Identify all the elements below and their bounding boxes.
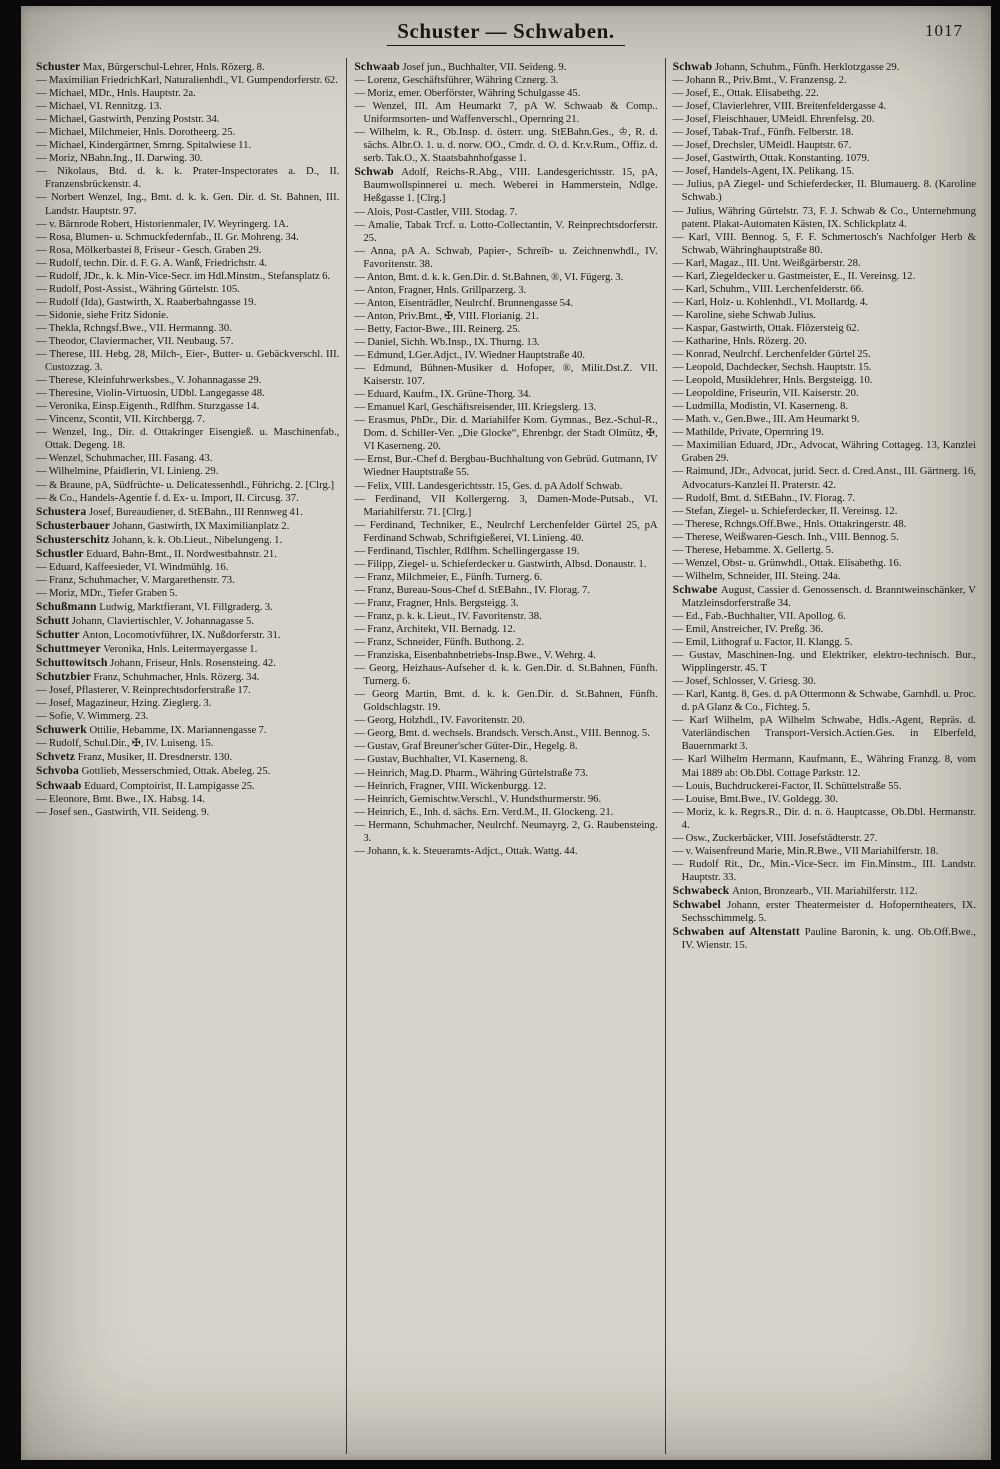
directory-entry: — Ferdinand, Tischler, Rdlfhm. Schellingergasse 19. xyxy=(354,544,580,557)
directory-entry: — Michael, VI. Rennitzg. 13. xyxy=(36,100,162,113)
directory-entry: — Franz, Architekt, VII. Bernadg. 12. xyxy=(354,623,516,636)
directory-entry: — Rudolf, techn. Dir. d. F. G. A. Wanß, Friedrichstr. 4. xyxy=(36,256,267,269)
entry-surname: Schwab xyxy=(354,165,402,179)
directory-entry: Schwabel Johann, erster Theatermeister d. Hofoperntheaters, IX. Sechsschimmelg. 5. xyxy=(672,898,976,925)
directory-entry: — Sofie, V. Wimmerg. 23. xyxy=(36,710,149,723)
directory-entry: Schußmann Ludwig, Marktfierant, VI. Fillgraderg. 3. xyxy=(36,599,273,613)
directory-entry: — Leopoldine, Friseurin, VII. Kaiserstr. 20. xyxy=(672,387,859,400)
entry-surname: Schuttmeyer xyxy=(36,642,104,656)
directory-entry: — Theodor, Claviermacher, VII. Neubaug. 57. xyxy=(36,334,234,347)
entry-surname: Schußmann xyxy=(36,599,100,613)
column-right xyxy=(665,58,983,1454)
directory-entry: — Josef, Handels-Agent, IX. Pelikang. 15. xyxy=(672,165,855,178)
directory-entry: — Vincenz, Scontit, VII. Kirchbergg. 7. xyxy=(36,413,205,426)
directory-entry: — Leopold, Musiklehrer, Hnls. Bergsteigg. 10. xyxy=(672,374,873,387)
directory-entry: — Emanuel Karl, Geschäftsreisender, III. Kriegslerg. 13. xyxy=(354,401,597,414)
directory-entry: Schustera Josef, Bureaudiener, d. StEBahn., III Rennweg 41. xyxy=(36,504,303,518)
directory-entry: — Georg, Holzhdl., IV. Favoritenstr. 20. xyxy=(354,714,525,727)
directory-entry: Schutter Anton, Locomotivführer, IX. Nußdorferstr. 31. xyxy=(36,628,281,642)
directory-entry: — Georg, Heizhaus-Aufseher d. k. k. Gen.Dir. d. St.Bahnen, Fünfh. Turnerg. 6. xyxy=(354,662,658,688)
directory-entry: — v. Waisenfreund Marie, Min.R.Bwe., VII Mariahilferstr. 18. xyxy=(672,844,939,857)
entry-surname: Schustera xyxy=(36,504,89,518)
directory-entry: — Franz, Fragner, Hnls. Bergsteigg. 3. xyxy=(354,596,519,609)
entry-surname: Schwabel xyxy=(672,898,728,911)
directory-entry: — Karl, VIII. Bennog. 5, F. F. Schmertosch's Nachfolger Herb & Schwab, Währinghauptstraße 80. xyxy=(672,230,976,256)
directory-entry: — Josef, E., Ottak. Elisabethg. 22. xyxy=(672,87,819,100)
entry-surname: Schusterbauer xyxy=(36,518,113,532)
directory-entry: — Wilhelmine, Pfaidlerin, VI. Linieng. 29. xyxy=(36,465,219,478)
entry-surname: Schutzbier xyxy=(36,670,94,684)
scanned-directory-page xyxy=(21,6,991,1460)
directory-entry: — Therese, Hebamme. X. Gellertg. 5. xyxy=(672,543,834,556)
entry-surname: Schutter xyxy=(36,628,83,642)
directory-entry: Schwab Adolf, Reichs-R.Abg., VIII. Landesgerichtsstr. 15, pA, Baumwollspinnerei u. mech. Weberei in Hammerstein, Ndlge. Heßgasse 1. [Clrg.] xyxy=(354,165,658,205)
entry-surname: Schvetz xyxy=(36,750,78,764)
directory-entry: Schwaab Josef jun., Buchhalter, VII. Seideng. 9. xyxy=(354,60,567,73)
directory-entry: — Josef, Fleischhauer, UMeidl. Ehrenfelsg. 20. xyxy=(672,113,875,126)
entry-surname: Schusterschitz xyxy=(36,532,113,546)
directory-entry: — Anton, Fragner, Hnls. Grillparzerg. 3. xyxy=(354,283,527,296)
entry-surname: Schwaab xyxy=(36,778,85,792)
entry-surname: Schwabeck xyxy=(672,883,733,897)
directory-entry: — Felix, VIII. Landesgerichtsstr. 15, Ges. d. pA Adolf Schwab. xyxy=(354,479,623,492)
directory-entry: Schwabe August, Cassier d. Genossensch. d. Branntweinschänker, V Matzleinsdorferstraße 34. xyxy=(672,582,976,609)
directory-entry: — Leopold, Dachdecker, Sechsh. Hauptstr. 15. xyxy=(672,361,872,374)
entry-surname: Schwabe xyxy=(672,582,721,596)
directory-entry: — Karl, Ziegeldecker u. Gastmeister, E., II. Vereinsg. 12. xyxy=(672,269,916,282)
directory-entry: — Daniel, Sichh. Wb.Insp., IX. Thurng. 13. xyxy=(354,335,540,348)
entry-surname: Schuster xyxy=(36,60,83,73)
directory-entry: — Rudolf, JDr., k. k. Min-Vice-Secr. im Hdl.Minstm., Stefansplatz 6. xyxy=(36,269,331,282)
directory-entry: — Veronika, Einsp.Eigenth., Rdlfhm. Sturzgasse 14. xyxy=(36,400,260,413)
directory-columns xyxy=(29,58,983,1454)
directory-entry: — & Braune, pA, Südfrüchte- u. Delicatessenhdl., Führichg. 2. [Clrg.] xyxy=(36,478,335,491)
column-left xyxy=(29,58,346,1454)
directory-entry: — Ferdinand, VII Kollergerng. 3, Damen-Mode-Putsab., VI. Mariahilferstr. 71. [Clrg.] xyxy=(354,492,658,518)
directory-entry: — Josef, Tabak-Traf., Fünfh. Felberstr. 18. xyxy=(672,126,854,139)
entry-surname: Schvoba xyxy=(36,764,82,778)
directory-entry: — Franz, Milchmeier, E., Fünfh. Turnerg. 6. xyxy=(354,570,543,583)
directory-entry: — Ludmilla, Modistin, VI. Kaserneng. 8. xyxy=(672,400,848,413)
directory-entry: — Kaspar, Gastwirth, Ottak. Flözersteig 62. xyxy=(672,321,860,334)
page-header xyxy=(21,6,991,54)
directory-entry: — Hermann, Schuhmacher, Neulrchf. Neumayrg. 2, G. Raubensteing. 3. xyxy=(354,818,658,844)
entry-surname: Schutt xyxy=(36,613,72,627)
directory-entry: — Alois, Post-Castler, VIII. Stodag. 7. xyxy=(354,205,518,218)
directory-entry: — Katharine, Hnls. Rözerg. 20. xyxy=(672,334,807,347)
directory-entry: Schvoba Gottlieb, Messerschmied, Ottak. Abeleg. 25. xyxy=(36,764,271,778)
directory-entry: — Rudolf, Schul.Dir., ✠, IV. Luiseng. 15. xyxy=(36,737,214,750)
directory-entry: — Wilhelm, Schneider, III. Steing. 24a. xyxy=(672,569,841,582)
directory-entry: — Johann R., Priv.Bmt., V. Franzensg. 2. xyxy=(672,74,847,87)
directory-entry: — Karl, Magaz., III. Unt. Weißgärberstr. 28. xyxy=(672,256,861,269)
directory-entry: — Karl Wilhelm Hermann, Kaufmann, E., Währing Franzg. 8, vom Mai 1889 ab: Ob.Dbl. Cottage Parkstr. 12. xyxy=(672,753,976,779)
directory-entry: — Thekla, Rchngsf.Bwe., VII. Hermanng. 30. xyxy=(36,321,232,334)
directory-entry: — Josef sen., Gastwirth, VII. Seideng. 9. xyxy=(36,805,210,818)
directory-entry: Schvetz Franz, Musiker, II. Dresdnerstr. 130. xyxy=(36,750,233,764)
directory-entry: Schwaab Eduard, Comptoirist, II. Lampigasse 25. xyxy=(36,778,255,792)
directory-entry: — Franz, p. k. k. Lieut., IV. Favoritenstr. 38. xyxy=(354,609,542,622)
directory-entry: Schwabeck Anton, Bronzearb., VII. Mariahilferstr. 112. xyxy=(672,883,918,897)
directory-entry: — Rudolf, Bmt. d. StEBahn., IV. Florag. 7. xyxy=(672,491,856,504)
directory-entry: — Emil, Lithograf u. Factor, II. Klangg. 5. xyxy=(672,636,853,649)
directory-entry: — Rudolf (Ida), Gastwirth, X. Raaberbahngasse 19. xyxy=(36,295,257,308)
directory-entry: — Wenzel, Ing., Dir. d. Ottakringer Eisengieß. u. Maschinenfab., Ottak. Degeng. 18. xyxy=(36,426,340,452)
directory-entry: Schwab Johann, Schuhm., Fünfh. Herklotzgasse 29. xyxy=(672,60,900,73)
directory-entry: — Sidonie, siehe Fritz Sidonie. xyxy=(36,308,169,321)
directory-entry: — Erasmus, PhDr., Dir. d. Mariahilfer Kom. Gymnas., Bez.-Schul-R., Dom. d. Schiller-Ver. „Die Glocke“, Ehrenbgr. der Stadt Olmütz, ✠, VI Kaserneng. 20. xyxy=(354,414,658,453)
directory-entry: — Moriz, emer. Oberförster, Währing Schulgasse 45. xyxy=(354,87,581,100)
directory-entry: — Rosa, Blumen- u. Schmuckfedernfab., II. Gr. Mohreng. 34. xyxy=(36,230,299,243)
directory-entry: — Anton, Eisenträdler, Neulrchf. Brunnengasse 54. xyxy=(354,296,574,309)
directory-entry: — Franz, Bureau-Sous-Chef d. StEBahn., IV. Florag. 7. xyxy=(354,583,590,596)
directory-entry: Schuwerk Ottilie, Hebamme, IX. Mariannengasse 7. xyxy=(36,723,267,737)
directory-entry: — Josef, Gastwirth, Ottak. Konstanting. 1079. xyxy=(672,152,870,165)
directory-entry: — Heinrich, E., Inh. d. sächs. Ern. Verd.M., II. Glockeng. 21. xyxy=(354,805,614,818)
directory-entry: — Karl, Kantg. 8, Ges. d. pA Ottermonn & Schwabe, Garnhdl. u. Proc. d. pA Glanz & Co., Fichteg. 5. xyxy=(672,688,976,714)
directory-entry: — Anton, Bmt. d. k. k. Gen.Dir. d. St.Bahnen, ®, VI. Fügerg. 3. xyxy=(354,270,624,283)
page-number: 1017 xyxy=(925,21,963,40)
directory-entry: Schwaben auf Altenstatt Pauline Baronin, k. ung. Ob.Off.Bwe., IV. Wienstr. 15. xyxy=(672,925,976,952)
directory-entry: — Eleonore, Bmt. Bwe., IX. Habsg. 14. xyxy=(36,792,205,805)
directory-entry: — Georg, Bmt. d. wechsels. Brandsch. Versch.Anst., VIII. Bennog. 5. xyxy=(354,727,650,740)
directory-entry: — Therese, Weißwaren-Gesch. Inh., VIII. Bennog. 5. xyxy=(672,530,899,543)
running-title-text: Schuster — Schwaben. xyxy=(387,19,625,46)
column-middle xyxy=(346,58,664,1454)
running-title xyxy=(21,19,991,46)
directory-entry: — Louis, Buchdruckerei-Factor, II. Schüttelstraße 55. xyxy=(672,779,902,792)
directory-entry: Schusterbauer Johann, Gastwirth, IX Maximilianplatz 2. xyxy=(36,518,290,532)
directory-entry: — Josef, Drechsler, UMeidl. Hauptstr. 67. xyxy=(672,139,852,152)
directory-entry: — Rudolf, Post-Assist., Währing Gürtelstr. 105. xyxy=(36,282,240,295)
directory-entry: — Michael, MDr., Hnls. Hauptstr. 2a. xyxy=(36,87,196,100)
entry-surname: Schwaab xyxy=(354,60,403,73)
directory-entry: — Ernst, Bur.-Chef d. Bergbau-Buchhaltung von Gebrüd. Gutmann, IV Wiedner Hauptstraße 55. xyxy=(354,453,658,479)
directory-entry: — Nikolaus, Btd. d. k. k. Prater-Inspectorates a. D., II. Franzensbrückenstr. 4. xyxy=(36,165,340,191)
directory-entry: Schuttowitsch Johann, Friseur, Hnls. Rosensteing. 42. xyxy=(36,656,276,670)
directory-entry: — Franziska, Eisenbahnbetriebs-Insp.Bwe., V. Wehrg. 4. xyxy=(354,649,596,662)
directory-entry: — Math. v., Gen.Bwe., III. Am Heumarkt 9. xyxy=(672,413,860,426)
directory-entry: — Moriz, MDr., Tiefer Graben 5. xyxy=(36,586,178,599)
directory-entry: — Heinrich, Fragner, VIII. Wickenburgg. 12. xyxy=(354,779,547,792)
directory-entry: — Wenzel, Schuhmacher, III. Fasang. 43. xyxy=(36,452,213,465)
directory-entry: — Franz, Schneider, Fünfh. Buthong. 2. xyxy=(354,636,525,649)
directory-entry: — Norbert Wenzel, Ing., Bmt. d. k. k. Gen. Dir. d. St. Bahnen, III. Landstr. Hauptstr. 97. xyxy=(36,191,340,217)
directory-entry: — Therese, Rchngs.Off.Bwe., Hnls. Ottakringerstr. 48. xyxy=(672,517,907,530)
entry-surname: Schuwerk xyxy=(36,723,90,737)
entry-surname: Schuttowitsch xyxy=(36,656,111,670)
directory-entry: — Konrad, Neulrchf. Lerchenfelder Gürtel 25. xyxy=(672,348,871,361)
directory-entry: — & Co., Handels-Agentie f. d. Ex- u. Import, II. Circusg. 37. xyxy=(36,491,299,504)
directory-entry: Schusterschitz Johann, k. k. Ob.Lieut., Nibelungeng. 1. xyxy=(36,532,283,546)
directory-entry: — Ferdinand, Techniker, E., Neulrchf Lerchenfelder Gürtel 25, pA Ferdinand Schwab, Schriftgießerei, VI. Linieng. 40. xyxy=(354,518,658,544)
directory-entry: Schustler Eduard, Bahn-Bmt., II. Nordwestbahnstr. 21. xyxy=(36,546,277,560)
directory-entry: — Betty, Factor-Bwe., III. Reinerg. 25. xyxy=(354,322,521,335)
directory-entry: — Stefan, Ziegel- u. Schieferdecker, II. Vereinsg. 12. xyxy=(672,504,898,517)
directory-entry: — Gustav, Buchhalter, VI. Kaserneng. 8. xyxy=(354,753,528,766)
directory-entry: — Michael, Gastwirth, Penzing Poststr. 34. xyxy=(36,113,220,126)
directory-entry: — Therese, III. Hebg. 28, Milch-, Eier-, Butter- u. Gebäckverschl. III. Custozzag. 3. xyxy=(36,348,340,374)
directory-entry: — Wilhelm, k. R., Ob.Insp. d. österr. ung. StEBahn.Ges., ♔, R. d. sächs. Albr.O. 1. u. d. norw. OO., Cmdr. d. O. d. Kr.v.Rum., Offiz. d. serb. Tak.O., X. Staatsbahnhofgasse 1. xyxy=(354,126,658,165)
directory-entry: — Johann, k. k. Steueramts-Adjct., Ottak. Wattg. 44. xyxy=(354,844,578,857)
directory-entry: — Filipp, Ziegel- u. Schieferdecker u. Gastwirth, Albsd. Donaustr. 1. xyxy=(354,557,647,570)
directory-entry: — Edmund, LGer.Adjct., IV. Wiedner Hauptstraße 40. xyxy=(354,349,585,362)
directory-entry: — Emil, Anstreicher, IV. Preßg. 36. xyxy=(672,623,824,636)
directory-entry: — Maximilian FriedrichKarl, Naturalienhdl., VI. Gumpendorferstr. 62. xyxy=(36,74,338,87)
directory-entry: — Ed., Fab.-Buchhalter, VII. Apollog. 6. xyxy=(672,609,846,622)
directory-entry: — Anton, Priv.Bmt., ✠, VIII. Florianig. 21. xyxy=(354,309,539,322)
directory-entry: — Karl Wilhelm, pA Wilhelm Schwabe, Hdls.-Agent, Repräs. d. Vaterländischen Transport-Versich.Actien.Ges. in Elberfeld, Bauernmarkt 3. xyxy=(672,714,976,753)
directory-entry: — Julius, Währing Gürtelstr. 73, F. J. Schwab & Co., Unternehmung patent. Plakat-Automaten Kästen, IX. Schlickplatz 4. xyxy=(672,204,976,230)
directory-entry: — Michael, Kindergärtner, Smrng. Spitalwiese 11. xyxy=(36,139,252,152)
directory-entry: Schuttmeyer Veronika, Hnls. Leitermayergasse 1. xyxy=(36,642,258,656)
entry-surname: Schustler xyxy=(36,546,87,560)
directory-entry: — Edmund, Bühnen-Musiker d. Hofoper, ®, Milit.Dst.Z. VII. Kaiserstr. 107. xyxy=(354,362,658,388)
directory-entry: — Osw., Zuckerbäcker, VIII. Josefstädterstr. 27. xyxy=(672,831,878,844)
directory-entry: — Heinrich, Gemischtw.Verschl., V. Hundsthurmerstr. 96. xyxy=(354,792,602,805)
directory-entry: — Julius, pA Ziegel- und Schieferdecker, II. Blumauerg. 8. (Karoline Schwab.) xyxy=(672,178,976,204)
directory-entry: — Karoline, siehe Schwab Julius. xyxy=(672,308,816,321)
directory-entry: — Josef, Magazineur, Hzing. Zieglerg. 3. xyxy=(36,697,212,710)
directory-entry: — Karl, Holz- u. Kohlenhdl., VI. Mollardg. 4. xyxy=(672,295,868,308)
directory-entry: — Moriz, NBahn.Ing., II. Darwing. 30. xyxy=(36,152,203,165)
directory-entry: — Josef, Pflasterer, V. Reinprechtsdorferstraße 17. xyxy=(36,684,251,697)
directory-entry: — Moriz, k. k. Regrs.R., Dir. d. n. ö. Hauptcasse, Ob.Dbl. Hermanstr. 4. xyxy=(672,805,976,831)
directory-entry: — Josef, Clavierlehrer, VIII. Breitenfeldergasse 4. xyxy=(672,100,887,113)
directory-entry: Schuster Max, Bürgerschul-Lehrer, Hnls. Rözerg. 8. xyxy=(36,60,265,73)
directory-entry: — Rudolf Rit., Dr., Min.-Vice-Secr. im Fin.Minstm., III. Landstr. Hauptstr. 33. xyxy=(672,857,976,883)
entry-surname: Schwaben auf Altenstatt xyxy=(672,925,805,939)
directory-entry: — Josef, Schlosser, V. Griesg. 30. xyxy=(672,675,816,688)
directory-entry: — Mathilde, Private, Opernring 19. xyxy=(672,426,824,439)
directory-entry: — v. Bärnrode Robert, Historienmaler, IV. Weyringerg. 1A. xyxy=(36,217,289,230)
directory-entry: — Anna, pA A. Schwab, Papier-, Schreib- u. Zeichnenwhdl., IV. Favoritenstr. 38. xyxy=(354,244,658,270)
directory-entry: — Rosa, Mölkerbastei 8, Friseur - Gesch. Graben 29. xyxy=(36,243,262,256)
directory-entry: — Louise, Bmt.Bwe., IV. Goldegg. 30. xyxy=(672,792,838,805)
directory-entry: — Heinrich, Mag.D. Pharm., Währing Gürtelstraße 73. xyxy=(354,766,588,779)
directory-entry: — Amalie, Tabak Trcf. u. Lotto-Collectantin, V. Reinprechtsdorferstr. 25. xyxy=(354,218,658,244)
directory-entry: — Gustav, Maschinen-Ing. und Elektriker, elektro-technisch. Bur., Wipplingerstr. 45. T xyxy=(672,649,976,675)
directory-entry: Schutt Johann, Claviertischler, V. Johannagasse 5. xyxy=(36,613,254,627)
directory-entry: — Therese, Kleinfuhrwerksbes., V. Johannagasse 29. xyxy=(36,374,262,387)
directory-entry: — Franz, Schuhmacher, V. Margarethenstr. 73. xyxy=(36,573,235,586)
directory-entry: — Gustav, Graf Breuner'scher Güter-Dir., Hegelg. 8. xyxy=(354,740,578,753)
directory-entry: — Michael, Milchmeier, Hnls. Dorotheerg. 25. xyxy=(36,126,236,139)
directory-entry: — Maximilian Eduard, JDr., Advocat, Währing Cottageg. 13, Kanzlei Graben 29. xyxy=(672,439,976,465)
directory-entry: — Eduard, Kaffeesieder, VI. Windmühlg. 16. xyxy=(36,560,229,573)
directory-entry: — Raimund, JDr., Advocat, jurid. Secr. d. Cred.Anst., III. Gärtnerg. 16, Advocaturs-Kanzlei II. Praterstr. 42. xyxy=(672,465,976,491)
directory-entry: — Wenzel, Obst- u. Grünwhdl., Ottak. Elisabethg. 16. xyxy=(672,556,902,569)
directory-entry: — Lorenz, Geschäftsführer, Währing Cznerg. 3. xyxy=(354,74,559,87)
directory-entry: — Georg Martin, Bmt. d. k. k. Gen.Dir. d. St.Bahnen, Fünfh. Goldschlagstr. 19. xyxy=(354,688,658,714)
directory-entry: — Theresine, Violin-Virtuosin, UDbl. Langegasse 48. xyxy=(36,387,265,400)
directory-entry: — Wenzel, III. Am Heumarkt 7, pA W. Schwaab & Comp.. Uniformsorten- und Waffenverschl., Opernring 21. xyxy=(354,100,658,126)
directory-entry: — Eduard, Kaufm., IX. Grüne-Thorg. 34. xyxy=(354,388,532,401)
directory-entry: — Karl, Schuhm., VIII. Lerchenfelderstr. 66. xyxy=(672,282,864,295)
directory-entry: Schutzbier Franz, Schuhmacher, Hnls. Rözerg. 34. xyxy=(36,670,260,684)
entry-surname: Schwab xyxy=(672,60,715,73)
